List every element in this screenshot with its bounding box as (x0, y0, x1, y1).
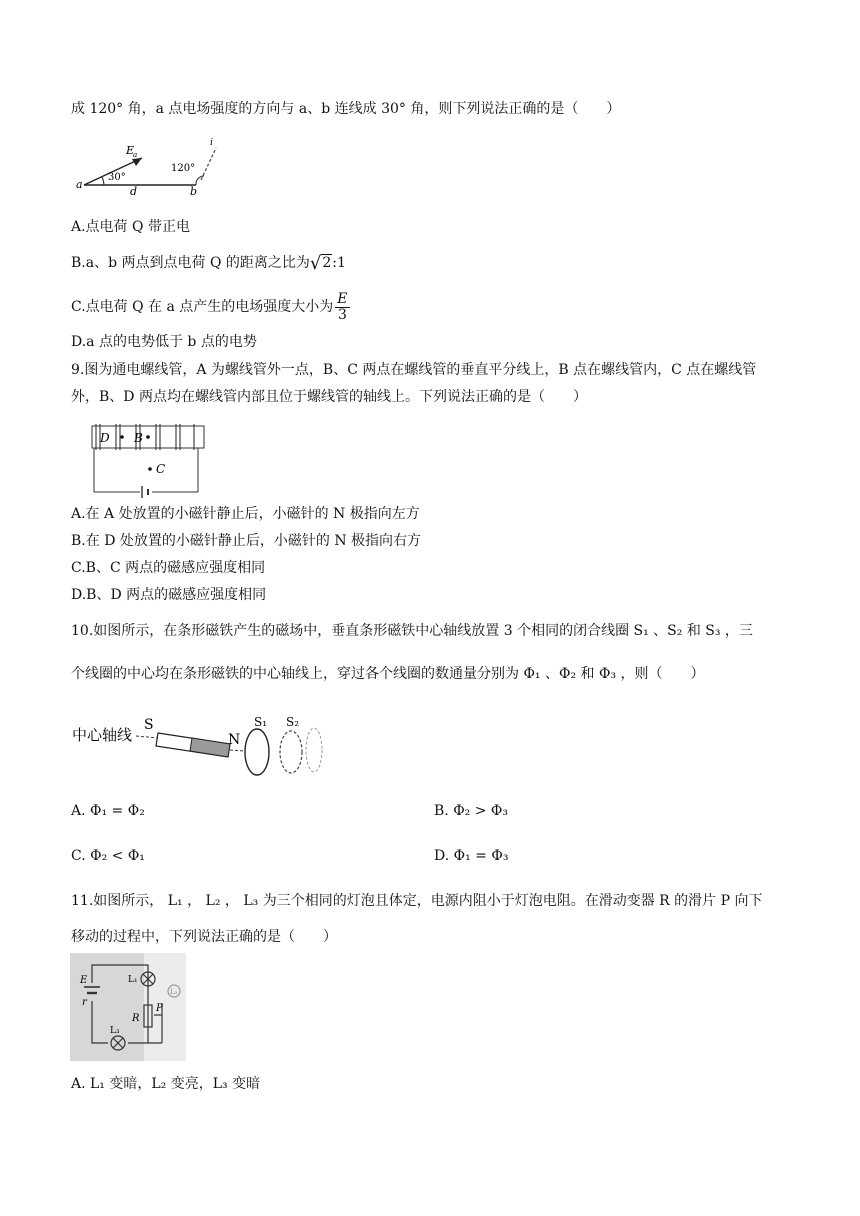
label-E: E (126, 144, 135, 157)
q8-option-b-ratio: :1 (332, 255, 346, 271)
q9-stem-line1: 9.图为通电螺线管，A 为螺线管外一点，B、C 两点在螺线管的垂直平分线上，B 点在螺线管内，C 点在螺线管 (71, 362, 757, 378)
q8-option-b-text: B.a、b 两点到点电荷 Q 的距离之比为 (71, 255, 310, 271)
q9-option-d: D.B、D 两点的磁感应强度相同 (71, 587, 267, 603)
q11-option-a: A. L₁ 变暗，L₂ 变亮，L₃ 变暗 (71, 1076, 261, 1092)
q8-option-b: B.a、b 两点到点电荷 Q 的距离之比为√2:1 (71, 253, 346, 274)
q8-stem: 成 120° 角，a 点电场强度的方向与 a、b 连线成 30° 角，则下列说法正确的是（ ） (71, 101, 621, 117)
q9-stem-line2: 外，B、D 两点均在螺线管内部且位于螺线管的轴线上。下列说法正确的是（ ） (71, 389, 587, 405)
q9-option-c: C.B、C 两点的磁感应强度相同 (71, 560, 266, 576)
q8-field-figure (70, 136, 230, 196)
label-r: r (82, 997, 87, 1008)
q8-option-c-fraction: $\frac{E}{3}$ (337, 290, 348, 323)
label-L2: L₂ (170, 988, 178, 996)
q10-stem-line1: 10.如图所示，在条形磁铁产生的磁场中，垂直条形磁铁中心轴线放置 3 个相同的闭合线圈 S₁ 、S₂ 和 S₃ ，三 (71, 623, 753, 639)
label-S2: S₂ (286, 715, 300, 729)
q8-option-d: D.a 点的电势低于 b 点的电势 (71, 334, 257, 350)
label-D: D (100, 431, 110, 445)
q8-option-b-sqrt: 2 (322, 255, 332, 271)
label-S1: S₁ (254, 715, 268, 729)
q10-stem-line2: 个线圈的中心均在条形磁铁的中心轴线上，穿过各个线圈的数通量分别为 Φ₁ 、Φ₂ 和 Φ₃ ，则（ ） (71, 666, 705, 682)
label-axis: 中心轴线 (72, 726, 133, 744)
label-R: R (132, 1013, 140, 1024)
q8-option-c-text: C.点电荷 Q 在 a 点产生的电场强度大小为 (71, 299, 334, 315)
label-E-sub: a (133, 151, 138, 159)
q9-option-b: B.在 D 处放置的小磁针静止后，小磁针的 N 极指向右方 (71, 533, 422, 549)
label-d: d (130, 185, 138, 196)
q10-option-d: D. Φ₁ = Φ₃ (434, 848, 509, 864)
label-L1: L₁ (128, 975, 138, 985)
label-N: N (228, 732, 241, 748)
label-S: S (144, 717, 154, 733)
label-b: b (190, 185, 198, 196)
label-B: B (134, 431, 143, 445)
q8-option-c (71, 290, 350, 324)
label-C: C (156, 462, 166, 476)
label-L3: L₃ (110, 1026, 120, 1036)
q11-stem-line2: 移动的过程中，下列说法正确的是（ ） (71, 929, 337, 945)
q11-stem-line1: 11.如图所示， L₁ ， L₂ ， L₃ 为三个相同的灯泡且体定，电源内阻小于灯泡电阻。在滑动变器 R 的滑片 P 向下 (71, 893, 763, 909)
svg-text:i: i (210, 138, 213, 148)
label-P: P (156, 1003, 163, 1014)
q9-solenoid-figure (86, 420, 214, 500)
q10-magnet-figure (70, 704, 330, 784)
q8-option-a: A.点电荷 Q 带正电 (71, 219, 190, 235)
label-30: 30° (108, 172, 126, 183)
q10-option-c: C. Φ₂ < Φ₁ (71, 848, 145, 864)
label-a: a (76, 178, 83, 191)
q10-option-b: B. Φ₂ > Φ₃ (434, 803, 508, 819)
label-E: E (80, 975, 88, 986)
q9-option-a: A.在 A 处放置的小磁针静止后，小磁针的 N 极指向左方 (71, 506, 420, 522)
q11-circuit-figure (70, 953, 186, 1061)
label-120: 120° (171, 163, 196, 174)
q10-option-a: A. Φ₁ = Φ₂ (71, 803, 145, 819)
